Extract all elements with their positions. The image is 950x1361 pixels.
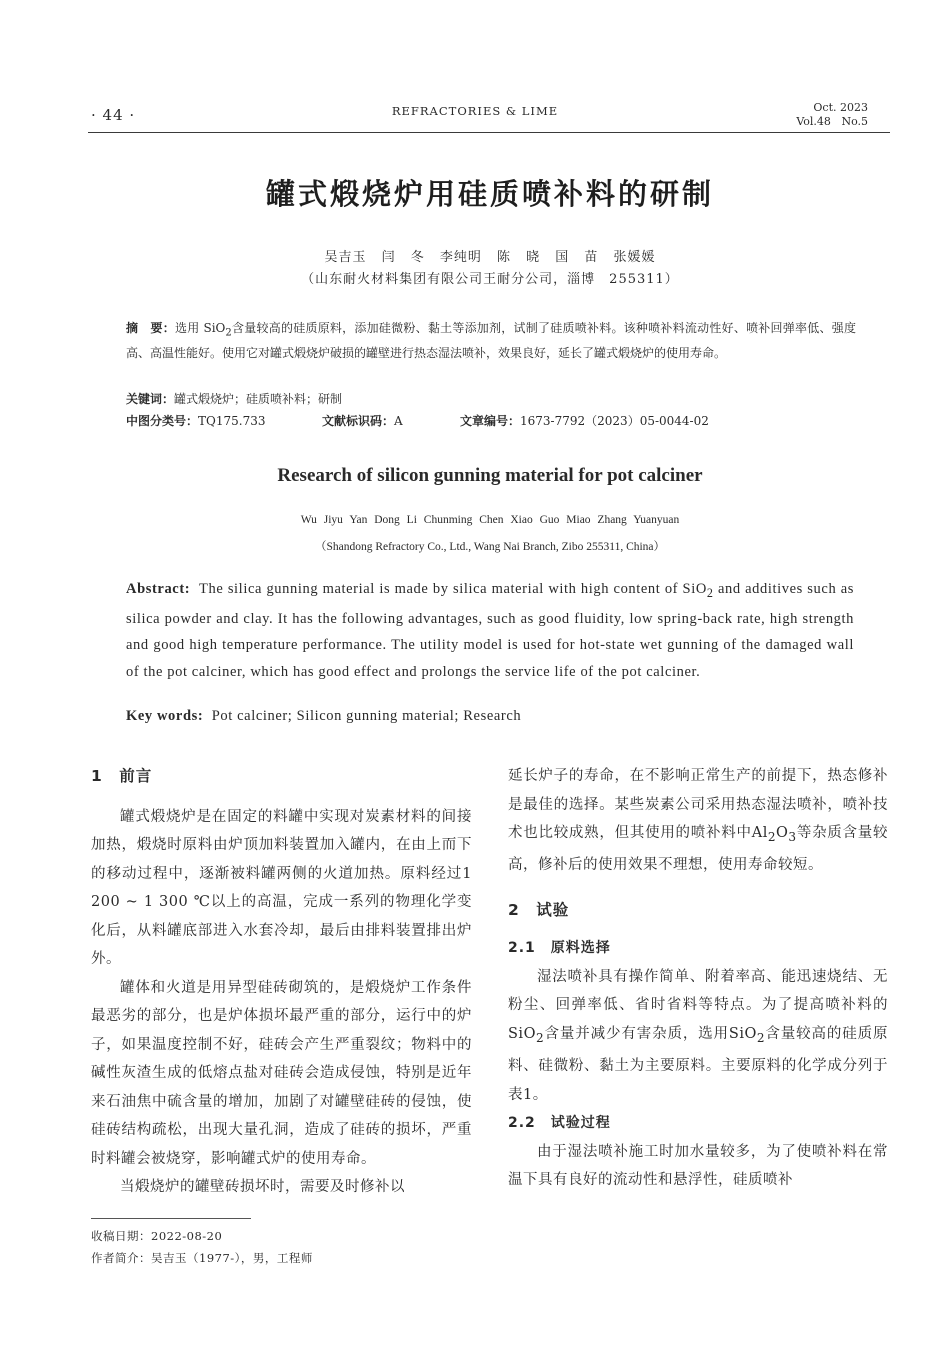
issue-info [780, 101, 868, 129]
cn-abstract-text: 选用 SiO [174, 321, 226, 335]
footnote-rule [91, 1218, 251, 1219]
header-rule [88, 132, 890, 133]
en-abstract [126, 576, 854, 685]
subscript: 3 [788, 829, 797, 844]
en-abstract-text-2: and additives such as silica powder and clay. It has the following advantages, such as good fluidity, low spring-back rate, high strength and good high temperature performance. The utility model is used for hot-state wet gunning of the damaged wall of the pot calciner, which has good effect and prolongs the service life of the pot calciner. [126, 581, 854, 680]
section-1-heading: 1 前言 [91, 767, 153, 785]
subscript: 2 [756, 1030, 766, 1045]
en-abstract-text: The silica gunning material is made by silica material with high content of SiO [199, 581, 707, 597]
journal-name: REFRACTORIES & LIME [391, 104, 559, 118]
article-value: 1673-7792（2023）05-0044-02 [520, 414, 709, 428]
cn-abstract-label: 摘 要： [126, 321, 175, 335]
cn-authors: 吴吉玉 闫 冬 李纯明 陈 晓 国 苗 张媛媛 [324, 250, 656, 265]
paragraph [508, 963, 888, 1109]
en-authors: Wu Jiyu Yan Dong Li Chunming Chen Xiao Guo Miao Zhang Yuanyuan [300, 514, 680, 526]
clc-number [126, 412, 322, 429]
article-number [460, 412, 709, 429]
en-keywords-label: Key words: [126, 708, 204, 724]
volume: Vol.48 [796, 115, 831, 128]
en-title: Research of silicon gunning material for pot calciner [277, 465, 703, 486]
paragraph-text: 延长炉子的寿命，在不影响正常生产的前提下，热态修补是最佳的选择。某些炭素公司采用热态湿法喷补，喷补技术也比较成熟，但其使用的喷补料中Al [508, 768, 888, 841]
section-2-1-heading: 2.1 原料选择 [508, 940, 611, 957]
cn-keywords-text: 罐式煅烧炉；硅质喷补料；研制 [174, 392, 343, 406]
paragraph: 当煅烧炉的罐壁砖损坏时，需要及时修补以 [120, 1179, 405, 1195]
body-left-column [91, 767, 472, 1202]
paragraph-text: 等杂质含量较高，修补后的使用效果不理想，使用寿命较短。 [508, 825, 889, 874]
cn-keywords [126, 390, 342, 407]
doc-code [322, 412, 460, 429]
paragraph-text: 湿法喷补具有操作简单、附着率高、能迅速烧结、无粉尘、回弹率低、省时省料等特点。为了提高喷补料的SiO [508, 968, 888, 1042]
en-affiliation: （Shandong Refractory Co., Ltd., Wang Nai Branch, Zibo 255311, China） [314, 541, 666, 553]
cn-affiliation: （山东耐火材料集团有限公司王耐分公司，淄博 255311） [301, 272, 679, 287]
article-label: 文章编号： [460, 414, 521, 428]
section-2-2-heading: 2.2 试验过程 [508, 1115, 611, 1132]
paragraph-continued [508, 762, 888, 880]
subscript: 2 [767, 829, 777, 844]
footnote-author: 作者简介：吴吉玉（1977-），男，工程师 [91, 1251, 313, 1265]
paragraph: 由于湿法喷补施工时加水量较多，为了使喷补料在常温下具有良好的流动性和悬浮性，硅质喷补 [508, 1143, 888, 1189]
paragraph: 罐式煅烧炉是在固定的料罐中实现对炭素材料的间接加热，煅烧时原料由炉顶加料装置加入罐内，在由上而下的移动过程中，逐渐被料罐两侧的火道加热。原料经过1 200 ~ 1 300 ℃以上的高温，完成一系列的物理化学变化后，从料罐底部进入水套冷却，最后由排料装置排出炉外。 [91, 808, 472, 967]
paragraph: 罐体和火道是用异型硅砖砌筑的，是煅烧炉工作条件最恶劣的部分，也是炉体损坏最严重的部分，运行中的炉子，如果温度控制不好，硅砖会产生严重裂纹；物料中的碱性灰渣生成的低熔点盐对硅砖会造成侵蚀，特别是近年来石油焦中硫含量的增加，加剧了对罐壁硅砖的侵蚀，使硅砖结构疏松，出现大量孔洞，造成了硅砖的损坏，严重时料罐会被烧穿，影响罐式炉的使用寿命。 [91, 979, 472, 1167]
page-number: · 44 · [91, 106, 136, 124]
cn-abstract-text-2: 含量较高的硅质原料，添加硅微粉、黏土等添加剂，试制了硅质喷补料。该种喷补料流动性好、喷补回弹率低、强度高、高温性能好。使用它对罐式煅烧炉破损的罐壁进行热态湿法喷补，效果良好，延长了罐式煅烧炉的使用寿命。 [126, 321, 856, 361]
en-keywords-text: Pot calciner; Silicon gunning material; Research [211, 708, 522, 724]
issue-date: Oct. 2023 [813, 101, 868, 114]
paragraph-text: 含量并减少有害杂质，选用SiO [544, 1025, 757, 1042]
clc-label: 中图分类号： [126, 414, 199, 428]
doc-value: A [394, 414, 403, 428]
clc-value: TQ175.733 [198, 414, 266, 428]
section-2-heading: 2 试验 [508, 900, 570, 919]
cn-abstract [126, 318, 856, 364]
doc-label: 文献标识码： [322, 414, 395, 428]
issue: No.5 [841, 115, 868, 128]
en-keywords [126, 708, 521, 725]
subscript: 2 [225, 327, 232, 339]
classification-line [126, 412, 856, 429]
paragraph-text: 含量较高的硅质原料、硅微粉、黏土为主要原料。主要原料的化学成分列于表1。 [508, 1025, 888, 1103]
body-right-column [508, 768, 889, 1195]
cn-keywords-label: 关键词： [126, 392, 175, 406]
subscript: 2 [706, 585, 714, 600]
en-abstract-label: Abstract: [126, 581, 191, 597]
footnote-received: 收稿日期：2022-08-20 [91, 1229, 223, 1243]
subscript: 2 [535, 1030, 545, 1045]
cn-title: 罐式煅烧炉用硅质喷补料的研制 [265, 177, 714, 211]
issue-volume [780, 115, 868, 129]
paragraph-text: O [776, 825, 789, 841]
